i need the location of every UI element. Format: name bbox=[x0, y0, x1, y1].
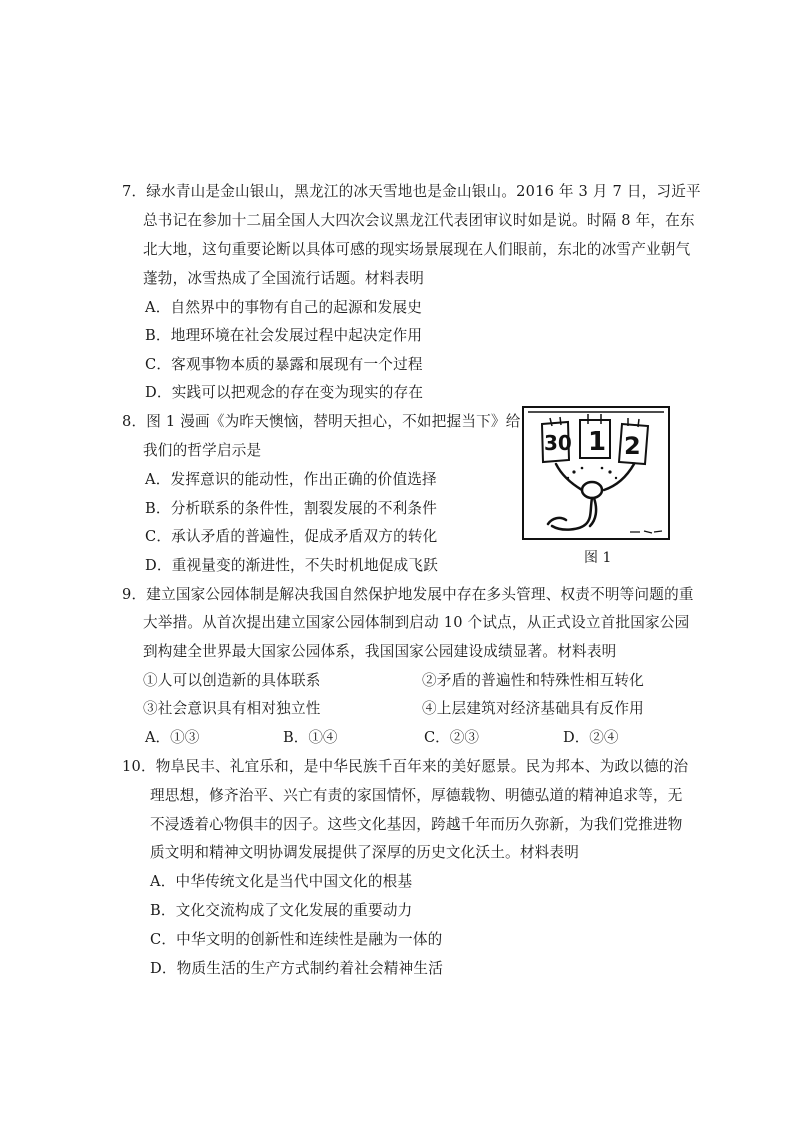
q7-option-b: B．地理环境在社会发展过程中起决定作用 bbox=[145, 327, 423, 344]
calendar-card-tomorrow bbox=[619, 418, 648, 464]
cartoon-figure bbox=[522, 406, 670, 540]
card-tomorrow-number: 2 bbox=[624, 432, 641, 460]
q7-line-3: 北大地，这句重要论断以具体可感的现实场景展现在人们眼前，东北的冰雪产业朝气 bbox=[143, 241, 691, 258]
q8-line-2: 我们的哲学启示是 bbox=[143, 442, 262, 459]
q9-option-a: A．①③ bbox=[145, 729, 200, 746]
q9-line-1: 9．建立国家公园体制是解决我国自然保护地发展中存在多头管理、权责不明等问题的重 bbox=[122, 586, 694, 603]
q9-statement-1: ①人可以创造新的具体联系 bbox=[143, 672, 321, 689]
q10-option-a: A．中华传统文化是当代中国文化的根基 bbox=[150, 873, 413, 890]
q9-statement-4: ④上层建筑对经济基础具有反作用 bbox=[422, 700, 644, 717]
q9-line-3: 到构建全世界最大国家公园体系，我国国家公园建设成绩显著。材料表明 bbox=[143, 643, 617, 660]
q7-option-a: A．自然界中的事物有自己的起源和发展史 bbox=[145, 299, 423, 316]
q8-line-1: 8．图 1 漫画《为昨天懊恼，替明天担心，不如把握当下》给 bbox=[122, 413, 521, 430]
calendar-card-yesterday bbox=[542, 417, 572, 462]
q7-option-d: D．实践可以把观念的存在变为现实的存在 bbox=[145, 384, 424, 401]
cartoon-drawing bbox=[522, 406, 670, 540]
q10-line-4: 质文明和精神文明协调发展提供了深厚的历史文化沃土。材料表明 bbox=[150, 844, 580, 861]
q9-line-2: 大举措。从首次提出建立国家公园体制到启动 10 个试点，从正式设立首批国家公园 bbox=[143, 614, 690, 631]
q9-statement-2: ②矛盾的普遍性和特殊性相互转化 bbox=[422, 672, 644, 689]
figure-caption: 图 1 bbox=[584, 550, 612, 566]
q10-line-3: 不浸透着心物俱丰的因子。这些文化基因，跨越千年而历久弥新，为我们党推进物 bbox=[150, 816, 683, 833]
q7-option-c: C．客观事物本质的暴露和展现有一个过程 bbox=[145, 356, 423, 373]
q9-option-d: D．②④ bbox=[563, 729, 619, 746]
q9-option-c: C．②③ bbox=[424, 729, 479, 746]
card-yesterday-number: 30 bbox=[544, 431, 572, 455]
card-today-number: 1 bbox=[588, 427, 607, 457]
q9-statement-3: ③社会意识具有相对独立性 bbox=[143, 700, 321, 717]
q8-option-b: B．分析联系的条件性，割裂发展的不利条件 bbox=[145, 500, 438, 517]
q7-line-2: 总书记在参加十二届全国人大四次会议黑龙江代表团审议时如是说。时隔 8 年，在东 bbox=[143, 212, 695, 229]
q10-line-2: 理思想，修齐治平、兴亡有责的家国情怀，厚德载物、明德弘道的精神追求等，无 bbox=[150, 787, 683, 804]
q7-line-1: 7．绿水青山是金山银山，黑龙江的冰天雪地也是金山银山。2016 年 3 月 7 日，习近平 bbox=[122, 183, 701, 200]
q8-option-d: D．重视量变的渐进性，不失时机地促成飞跃 bbox=[145, 557, 438, 574]
q8-option-a: A．发挥意识的能动性，作出正确的价值选择 bbox=[145, 471, 437, 488]
q8-option-c: C．承认矛盾的普遍性，促成矛盾双方的转化 bbox=[145, 528, 438, 545]
q10-line-1: 10．物阜民丰、礼宜乐和，是中华民族千百年来的美好愿景。民为邦本、为政以德的治 bbox=[122, 758, 689, 775]
q10-option-d: D．物质生活的生产方式制约着社会精神生活 bbox=[150, 960, 443, 977]
q10-option-c: C．中华文明的创新性和连续性是融为一体的 bbox=[150, 931, 443, 948]
calendar-card-today bbox=[580, 414, 610, 458]
q9-option-b: B．①④ bbox=[283, 729, 338, 746]
q7-line-4: 蓬勃，冰雪热成了全国流行话题。材料表明 bbox=[143, 270, 425, 287]
q10-option-b: B．文化交流构成了文化发展的重要动力 bbox=[150, 902, 413, 919]
